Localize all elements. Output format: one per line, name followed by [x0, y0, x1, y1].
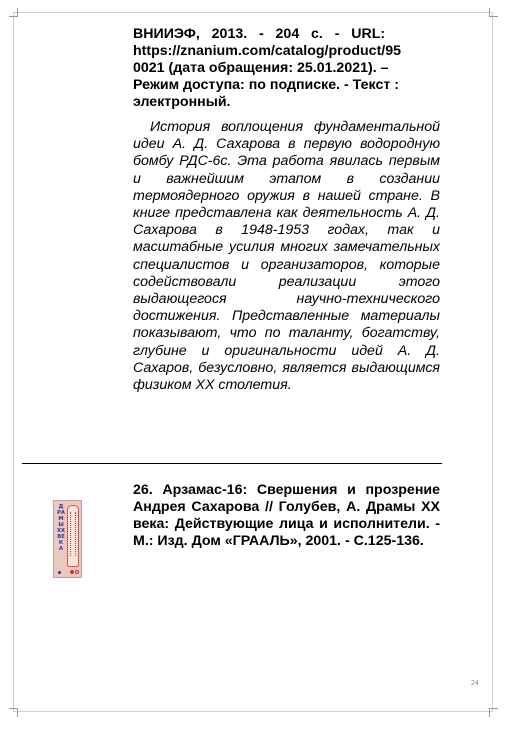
book-annotation: История воплощения фундаментальной идеи А. Д. Сахарова в первую водородную бомбу РДС-6с. Эта работа явилась первым и важнейшим этапом в создании термоядерного оружия в нашей стране. В книге представлена как деятельность А. Д. Сахарова в 1948-1953 годах, так и масштабные усилия многих замечательных специалистов и организаторов, которые содействовали реализации этого выдающегося научно-технического достижения. Представленные материалы показывают, что по таланту, богатству, глубине и оригинальности идей А. Д. Сахаров, безусловно, является выдающимся физиком XX столетия. [133, 119, 440, 394]
citation-line: 0021 (дата обращения: 25.01.2021). – [133, 60, 389, 76]
crop-mark-bottom-right [489, 708, 498, 717]
crop-mark-top-right [489, 8, 498, 17]
cover-dot [58, 571, 61, 574]
section-divider [22, 463, 442, 464]
citation-url-line[interactable]: https://znanium.com/catalog/product/95 [133, 43, 402, 59]
cover-dot [75, 570, 79, 574]
book-cover-image [53, 500, 82, 578]
citation-line: электронный. [133, 94, 231, 110]
cover-dot [70, 570, 74, 574]
bibliography-entry-26: 26. Арзамас-16: Свершения и прозрение Андрея Сахарова // Голубев, А. Драмы XX века: Действующие лица и исполнители. - М.: Изд. Дом «ГРААЛЬ», 2001. - С.125-136. [133, 482, 440, 549]
citation-line: ВНИИЭФ, 2013. - 204 с. - URL: [133, 26, 386, 42]
page-number: 24 [471, 680, 479, 687]
crop-mark-top-left [9, 8, 18, 17]
crop-mark-bottom-left [9, 708, 18, 717]
citation-tail [133, 26, 440, 111]
citation-line: Режим доступа: по подписке. - Текст : [133, 77, 399, 93]
cover-title: ДРАМЫ XX ВЕКА [57, 504, 65, 552]
cover-pencil-graphic [67, 505, 79, 567]
